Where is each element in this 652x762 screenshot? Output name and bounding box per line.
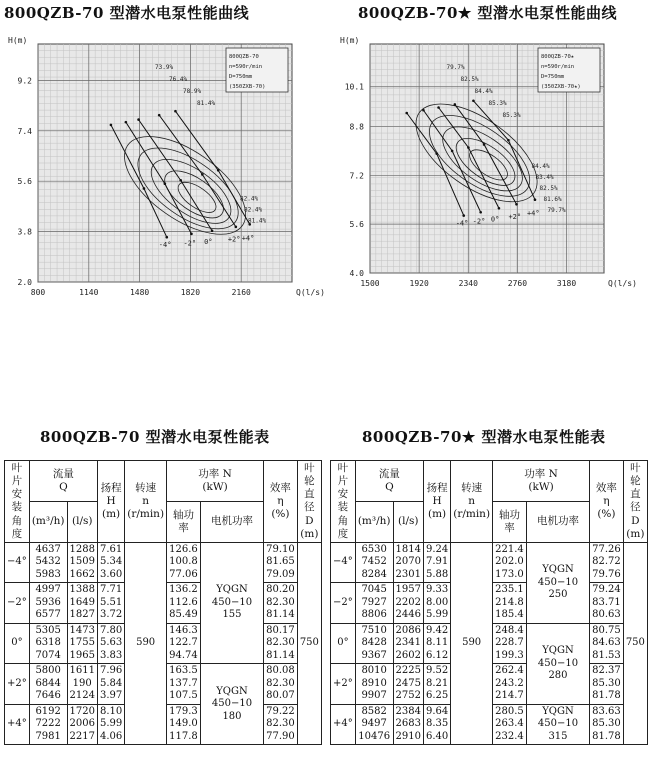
head-cell: 9.33 8.00 5.99 [423, 583, 450, 624]
shaft-power-cell: 280.5 263.4 232.4 [493, 704, 527, 745]
chart-right [342, 28, 642, 303]
performance-table-right [330, 460, 648, 745]
efficiency-label: 81.6% [543, 195, 562, 203]
efficiency-label: 84.4% [474, 88, 493, 95]
data-point [143, 187, 146, 190]
col-shaft-power: 轴功率 [167, 501, 201, 542]
col-power: 功率 N (kW) [493, 461, 590, 502]
performance-table-left [4, 460, 322, 745]
data-point [498, 207, 501, 210]
y-tick-label: 8.8 [349, 122, 364, 132]
col-speed: 转速 n (r/min) [451, 461, 493, 543]
col-flow-ls: (l/s) [67, 501, 97, 542]
y-tick-label: 9.2 [17, 76, 32, 86]
impeller-diameter-cell: 750 [623, 542, 647, 745]
efficiency-cell: 79.22 82.30 77.90 [264, 704, 298, 745]
data-point [454, 103, 457, 106]
efficiency-cell: 80.75 84.63 81.53 [590, 623, 624, 664]
data-point [467, 146, 470, 149]
shaft-power-cell: 163.5 137.7 107.5 [167, 664, 201, 705]
chart-right-title: 800QZB-70★ 型潜水电泵性能曲线 [358, 4, 618, 22]
col-flow-ls: (l/s) [393, 501, 423, 542]
shaft-power-cell: 179.3 149.0 117.8 [167, 704, 201, 745]
motor-power-cell: YQGN 450−10 280 [526, 623, 589, 704]
efficiency-label: 79.7% [446, 64, 465, 71]
data-point [435, 152, 438, 155]
x-tick-label: 1480 [129, 288, 150, 297]
efficiency-label: 82.4% [240, 195, 259, 203]
data-point [507, 139, 510, 142]
col-shaft-power: 轴功率 [493, 501, 527, 542]
efficiency-label: 73.9% [155, 64, 174, 71]
col-efficiency: 效率 η (%) [264, 461, 298, 543]
data-point [515, 203, 518, 206]
flow-ls-cell: 1288 1509 1662 [67, 542, 97, 583]
head-cell: 7.96 5.84 3.97 [97, 664, 124, 705]
y-axis-label: H(m) [340, 36, 360, 45]
data-point [165, 236, 168, 239]
head-cell: 9.42 8.11 6.12 [423, 623, 450, 664]
col-motor-power: 电机功率 [526, 501, 589, 542]
shaft-power-cell: 248.4 228.7 199.3 [493, 623, 527, 664]
blade-angle-cell: 0° [5, 623, 30, 664]
blade-angle-cell: +2° [5, 664, 30, 705]
y-tick-label: 3.8 [17, 227, 32, 237]
efficiency-label: 84.4% [531, 162, 550, 170]
col-blade-angle: 叶片 安装 角度 [331, 461, 356, 543]
legend-text: (350ZXB-70) [229, 84, 266, 90]
head-cell: 9.52 8.21 6.25 [423, 664, 450, 705]
data-point [179, 179, 182, 182]
data-point [174, 110, 177, 113]
x-axis-label: Q(l/s) [608, 279, 637, 288]
data-point [422, 109, 425, 112]
shaft-power-cell: 136.2 112.6 85.49 [167, 583, 201, 624]
legend-text: D=750mm [229, 74, 253, 80]
table-row [331, 542, 648, 583]
x-tick-label: 2760 [507, 279, 528, 288]
speed-cell: 590 [125, 542, 167, 745]
efficiency-label: 81.4% [197, 100, 216, 107]
head-cell: 8.10 5.99 4.06 [97, 704, 124, 745]
flow-m3h-cell: 5800 6844 7646 [29, 664, 67, 705]
data-point [479, 211, 482, 214]
col-motor-power: 电机功率 [200, 501, 263, 542]
data-point [164, 182, 167, 185]
data-point [211, 229, 214, 232]
y-axis-label: H(m) [8, 36, 28, 45]
head-cell: 7.71 5.51 3.72 [97, 583, 124, 624]
x-axis-label: Q(l/s) [296, 288, 325, 297]
head-cell: 9.24 7.91 5.88 [423, 542, 450, 583]
x-tick-label: 2340 [458, 279, 478, 288]
speed-cell: 590 [451, 542, 493, 745]
data-point [125, 121, 128, 124]
efficiency-label: 82.4% [244, 206, 263, 214]
legend-text: n=590r/min [541, 64, 575, 70]
blade-angle-cell: −2° [5, 583, 30, 624]
angle-label: -4° [158, 241, 172, 250]
angle-label: 0° [204, 237, 213, 246]
efficiency-cell: 83.63 85.30 81.78 [590, 704, 624, 745]
shaft-power-cell: 126.6 100.8 77.06 [167, 542, 201, 583]
angle-label: +2° [227, 235, 241, 244]
y-tick-label: 2.0 [17, 278, 32, 287]
data-point [190, 233, 193, 236]
flow-m3h-cell: 4637 5432 5983 [29, 542, 67, 583]
angle-label: +4° [241, 234, 255, 243]
col-flow: 流量 Q [29, 461, 97, 502]
legend-text: 800QZB-70★ [541, 54, 575, 60]
data-point [217, 169, 220, 172]
x-tick-label: 3180 [556, 279, 577, 288]
col-speed: 转速 n (r/min) [125, 461, 167, 543]
data-point [137, 118, 140, 121]
col-head: 扬程 H (m) [97, 461, 124, 543]
x-tick-label: 800 [30, 288, 46, 297]
motor-power-cell: YQGN 450−10 315 [526, 704, 589, 745]
flow-ls-cell: 1388 1649 1827 [67, 583, 97, 624]
data-point [451, 150, 454, 153]
table-left-title: 800QZB-70 型潜水电泵性能表 [40, 428, 270, 446]
flow-ls-cell: 1957 2202 2446 [393, 583, 423, 624]
efficiency-label: 83.4% [535, 173, 554, 181]
blade-angle-cell: −2° [331, 583, 356, 624]
angle-label: -4° [455, 219, 469, 228]
efficiency-label: 79.7% [547, 206, 566, 214]
legend-text: 800QZB-70 [229, 54, 259, 60]
angle-label: -2° [472, 217, 486, 226]
efficiency-cell: 80.20 82.30 81.14 [264, 583, 298, 624]
angle-label: +2° [508, 212, 522, 221]
head-cell: 7.80 5.63 3.83 [97, 623, 124, 664]
legend-text: D=750mm [541, 74, 565, 80]
flow-m3h-cell: 6530 7452 8284 [355, 542, 393, 583]
efficiency-label: 76.4% [169, 76, 188, 83]
data-point [201, 173, 204, 176]
blade-angle-cell: +4° [5, 704, 30, 745]
shaft-power-cell: 262.4 243.2 214.7 [493, 664, 527, 705]
col-flow-m3h: (m³/h) [355, 501, 393, 542]
data-point [462, 214, 465, 217]
flow-ls-cell: 2225 2475 2752 [393, 664, 423, 705]
legend-text: n=590r/min [229, 64, 263, 70]
efficiency-label: 85.3% [488, 100, 507, 107]
col-flow-m3h: (m³/h) [29, 501, 67, 542]
motor-power-cell: YQGN 450−10 180 [200, 664, 263, 745]
col-impeller: 叶轮 直径 D (m) [623, 461, 647, 543]
col-blade-angle: 叶片 安装 角度 [5, 461, 30, 543]
efficiency-cell: 79.10 81.65 79.09 [264, 542, 298, 583]
efficiency-cell: 80.17 82.30 81.14 [264, 623, 298, 664]
efficiency-label: 82.5% [460, 76, 479, 83]
flow-m3h-cell: 8010 8910 9907 [355, 664, 393, 705]
blade-angle-cell: −4° [331, 542, 356, 583]
col-efficiency: 效率 η (%) [590, 461, 624, 543]
x-tick-label: 2160 [231, 288, 251, 297]
efficiency-label: 85.3% [502, 112, 521, 119]
shaft-power-cell: 235.1 214.8 185.4 [493, 583, 527, 624]
col-flow: 流量 Q [355, 461, 423, 502]
flow-ls-cell: 1720 2006 2217 [67, 704, 97, 745]
x-tick-label: 1500 [360, 279, 380, 288]
motor-power-cell: YQGN 450−10 155 [200, 542, 263, 664]
y-tick-label: 7.2 [349, 171, 364, 181]
blade-angle-cell: 0° [331, 623, 356, 664]
data-point [437, 106, 440, 109]
legend-text: (350ZXB-70★) [541, 84, 581, 90]
chart-left-title: 800QZB-70 型潜水电泵性能曲线 [4, 4, 250, 22]
flow-m3h-cell: 5305 6318 7074 [29, 623, 67, 664]
shaft-power-cell: 221.4 202.0 173.0 [493, 542, 527, 583]
y-tick-label: 5.6 [17, 177, 32, 187]
x-tick-label: 1920 [409, 279, 429, 288]
data-point [483, 143, 486, 146]
data-point [405, 112, 408, 115]
blade-angle-cell: +4° [331, 704, 356, 745]
y-tick-label: 4.0 [349, 269, 364, 278]
efficiency-cell: 77.26 82.72 79.76 [590, 542, 624, 583]
table-right-title: 800QZB-70★ 型潜水电泵性能表 [362, 428, 606, 446]
data-point [158, 114, 161, 117]
data-point [235, 226, 238, 229]
efficiency-label: 81.4% [248, 217, 267, 225]
blade-angle-cell: −4° [5, 542, 30, 583]
efficiency-cell: 82.37 85.30 81.78 [590, 664, 624, 705]
flow-m3h-cell: 7045 7927 8806 [355, 583, 393, 624]
motor-power-cell: YQGN 450−10 250 [526, 542, 589, 623]
chart-left [0, 28, 325, 303]
y-tick-label: 7.4 [17, 126, 32, 136]
data-point [534, 198, 537, 201]
head-cell: 7.61 5.34 3.60 [97, 542, 124, 583]
flow-ls-cell: 2086 2341 2602 [393, 623, 423, 664]
impeller-diameter-cell: 750 [297, 542, 321, 745]
data-point [110, 124, 113, 127]
efficiency-cell: 80.08 82.30 80.07 [264, 664, 298, 705]
flow-m3h-cell: 6192 7222 7981 [29, 704, 67, 745]
efficiency-cell: 79.24 83.71 80.63 [590, 583, 624, 624]
data-point [472, 99, 475, 102]
x-tick-label: 1140 [79, 288, 99, 297]
x-tick-label: 1820 [180, 288, 201, 297]
blade-angle-cell: +2° [331, 664, 356, 705]
shaft-power-cell: 146.3 122.7 94.74 [167, 623, 201, 664]
y-tick-label: 5.6 [349, 220, 364, 230]
flow-ls-cell: 1814 2070 2301 [393, 542, 423, 583]
angle-label: +4° [526, 209, 540, 218]
flow-ls-cell: 1473 1755 1965 [67, 623, 97, 664]
flow-ls-cell: 2384 2683 2910 [393, 704, 423, 745]
angle-label: -2° [183, 239, 197, 248]
table-row [5, 542, 322, 583]
y-tick-label: 10.1 [344, 82, 364, 92]
head-cell: 9.64 8.35 6.40 [423, 704, 450, 745]
flow-m3h-cell: 4997 5936 6577 [29, 583, 67, 624]
efficiency-label: 78.9% [183, 88, 202, 95]
flow-m3h-cell: 8582 9497 10476 [355, 704, 393, 745]
angle-label: 0° [490, 215, 500, 224]
flow-m3h-cell: 7510 8428 9367 [355, 623, 393, 664]
flow-ls-cell: 1611 190 2124 [67, 664, 97, 705]
col-head: 扬程 H (m) [423, 461, 450, 543]
col-impeller: 叶轮 直径 D (m) [297, 461, 321, 543]
col-power: 功率 N (kW) [167, 461, 264, 502]
efficiency-label: 82.5% [539, 184, 558, 192]
